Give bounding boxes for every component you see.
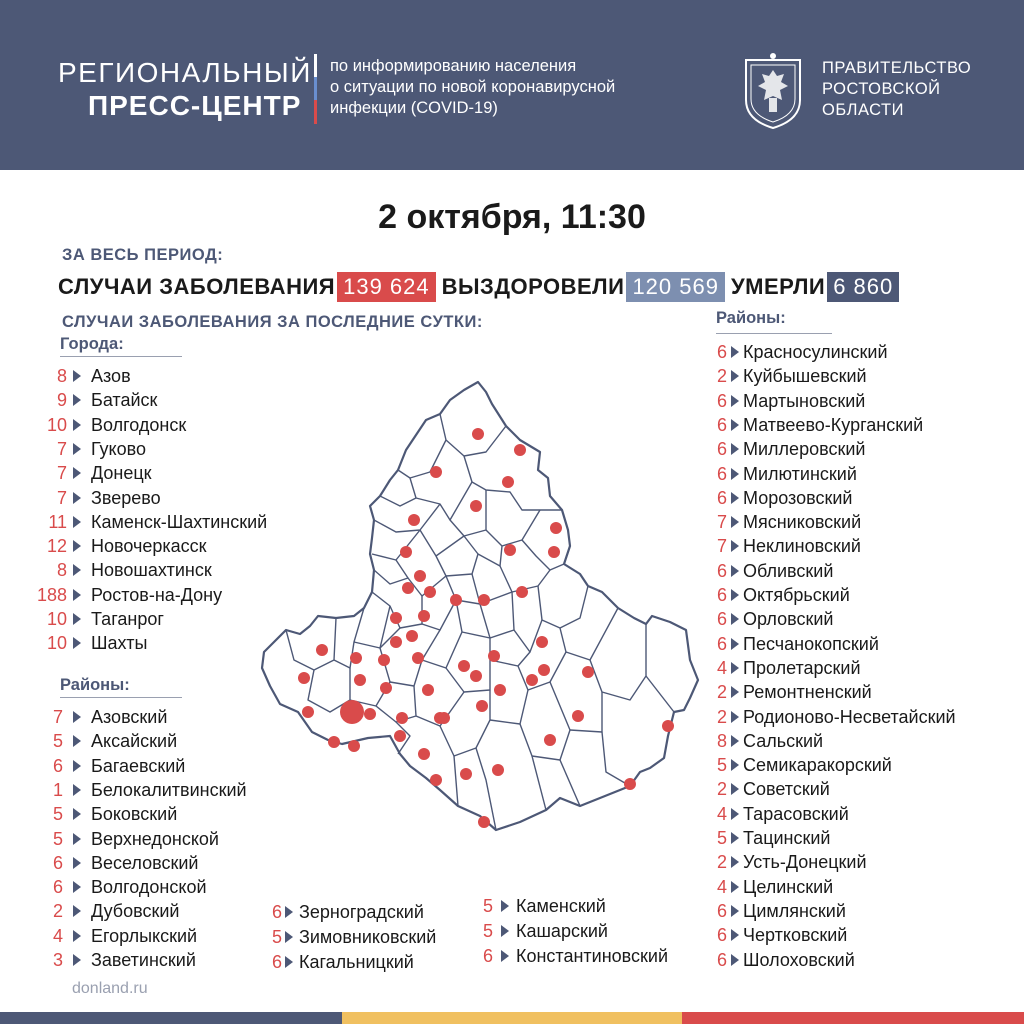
triangle-bullet-icon xyxy=(731,516,739,528)
case-count: 5 xyxy=(716,828,727,848)
case-marker xyxy=(350,652,362,664)
area-name: Верхнедонской xyxy=(91,828,219,849)
triangle-bullet-icon xyxy=(731,443,739,455)
triangle-bullet-icon xyxy=(731,565,739,577)
header-title-line1: РЕГИОНАЛЬНЫЙ xyxy=(58,57,312,88)
triangle-bullet-icon xyxy=(731,832,739,844)
case-count: 2 xyxy=(716,682,727,703)
case-marker xyxy=(328,736,340,748)
case-marker xyxy=(402,582,414,594)
case-marker xyxy=(492,764,504,776)
header-banner xyxy=(0,0,1024,170)
area-name: Багаевский xyxy=(91,755,186,776)
case-marker xyxy=(458,660,470,672)
districts-heading-right: Районы: xyxy=(716,309,786,327)
case-count: 6 xyxy=(716,463,727,484)
recovered-badge: 120 569 xyxy=(626,272,725,302)
case-marker xyxy=(538,664,550,676)
area-name: Цимлянский xyxy=(743,900,846,921)
case-marker xyxy=(354,674,366,686)
area-name: Неклиновский xyxy=(743,536,861,557)
area-name: Каменский xyxy=(516,896,606,916)
area-name: Волгодонск xyxy=(91,414,187,435)
cities-heading-underline xyxy=(60,356,182,357)
triangle-bullet-icon xyxy=(731,540,739,552)
header-divider xyxy=(314,54,317,124)
case-count: 7 xyxy=(56,463,67,484)
case-count: 4 xyxy=(716,657,727,678)
triangle-bullet-icon xyxy=(731,395,739,407)
triangle-bullet-icon xyxy=(73,735,81,747)
government-name-line: ПРАВИТЕЛЬСТВО xyxy=(822,59,972,77)
triangle-bullet-icon xyxy=(73,905,81,917)
header-description-line: по информированию населения xyxy=(330,57,577,75)
case-marker xyxy=(418,610,430,622)
case-count: 7 xyxy=(56,438,67,459)
case-count: 4 xyxy=(716,803,727,824)
triangle-bullet-icon xyxy=(731,905,739,917)
area-name: Тацинский xyxy=(743,828,831,848)
case-count: 3 xyxy=(52,950,63,970)
case-count: 5 xyxy=(482,921,493,941)
area-name: Орловский xyxy=(743,609,834,630)
case-marker xyxy=(424,586,436,598)
rostov-coat-of-arms-icon xyxy=(740,52,806,130)
triangle-bullet-icon xyxy=(731,881,739,893)
triangle-bullet-icon xyxy=(731,662,739,674)
case-marker xyxy=(502,476,514,488)
triangle-bullet-icon xyxy=(731,638,739,650)
case-count: 5 xyxy=(52,804,63,825)
districts-heading-underline xyxy=(60,697,182,698)
triangle-bullet-icon xyxy=(731,735,739,747)
case-marker xyxy=(408,514,420,526)
case-count: 7 xyxy=(716,512,727,533)
case-marker xyxy=(390,636,402,648)
case-marker xyxy=(572,710,584,722)
case-count: 10 xyxy=(46,633,67,654)
cases-badge: 139 624 xyxy=(337,272,436,302)
case-count: 11 xyxy=(48,511,67,532)
case-marker xyxy=(460,768,472,780)
triangle-bullet-icon xyxy=(731,808,739,820)
recovered-label: ВЫЗДОРОВЕЛИ xyxy=(441,274,625,299)
daily-label: СЛУЧАИ ЗАБОЛЕВАНИЯ ЗА ПОСЛЕДНИЕ СУТКИ: xyxy=(62,313,483,331)
triangle-bullet-icon xyxy=(73,857,81,869)
rostov-case-marker xyxy=(340,700,364,724)
case-count: 8 xyxy=(56,560,67,581)
case-count: 9 xyxy=(56,390,67,411)
case-count: 7 xyxy=(56,487,67,508)
case-count: 6 xyxy=(716,949,727,970)
area-name: Целинский xyxy=(743,876,834,897)
triangle-bullet-icon xyxy=(501,950,509,962)
case-marker xyxy=(548,546,560,558)
footer-bar-segment xyxy=(0,1012,342,1024)
case-marker xyxy=(348,740,360,752)
area-name: Шолоховский xyxy=(743,949,855,970)
footer-url[interactable]: donland.ru xyxy=(72,980,148,997)
area-name: Азов xyxy=(91,366,131,386)
case-count: 4 xyxy=(716,876,727,897)
case-count: 10 xyxy=(46,414,67,435)
triangle-bullet-icon xyxy=(73,540,81,552)
case-count: 8 xyxy=(716,730,727,751)
case-marker xyxy=(478,594,490,606)
area-name: Песчанокопский xyxy=(743,633,879,654)
case-marker xyxy=(378,654,390,666)
area-name: Кашарский xyxy=(516,921,608,941)
area-name: Милютинский xyxy=(743,463,857,484)
area-name: Каменск-Шахтинский xyxy=(91,511,268,532)
case-count: 12 xyxy=(46,536,67,557)
case-marker xyxy=(406,630,418,642)
case-count: 8 xyxy=(56,366,67,386)
triangle-bullet-icon xyxy=(73,637,81,649)
area-name: Егорлыкский xyxy=(91,925,198,946)
triangle-bullet-icon xyxy=(731,346,739,358)
case-marker xyxy=(396,712,408,724)
case-count: 6 xyxy=(716,414,727,435)
case-count: 2 xyxy=(716,852,727,873)
area-name: Морозовский xyxy=(743,487,853,508)
case-marker xyxy=(430,466,442,478)
case-marker xyxy=(478,816,490,828)
case-count: 6 xyxy=(271,952,282,972)
triangle-bullet-icon xyxy=(73,833,81,845)
case-count: 6 xyxy=(716,609,727,630)
area-name: Гуково xyxy=(91,438,147,459)
case-count: 6 xyxy=(716,390,727,411)
case-marker xyxy=(536,636,548,648)
government-name-line: РОСТОВСКОЙ xyxy=(822,80,941,98)
area-name: Дубовский xyxy=(91,901,180,922)
triangle-bullet-icon xyxy=(73,808,81,820)
area-name: Мартыновский xyxy=(743,390,866,411)
triangle-bullet-icon xyxy=(731,419,739,431)
case-marker xyxy=(494,684,506,696)
triangle-bullet-icon xyxy=(73,930,81,942)
area-name: Шахты xyxy=(91,633,148,654)
area-name: Константиновский xyxy=(516,946,669,966)
area-name: Миллеровский xyxy=(743,439,866,460)
case-marker xyxy=(476,700,488,712)
area-name: Чертковский xyxy=(743,925,848,946)
case-marker xyxy=(544,734,556,746)
area-name: Пролетарский xyxy=(743,657,861,678)
area-name: Ремонтненский xyxy=(743,682,872,703)
case-marker xyxy=(400,546,412,558)
report-date: 2 октября, 11:30 xyxy=(378,198,646,236)
case-marker xyxy=(438,712,450,724)
area-name: Мясниковский xyxy=(743,512,862,533)
area-name: Новочеркасск xyxy=(91,536,207,557)
totals-row xyxy=(58,272,905,302)
triangle-bullet-icon xyxy=(73,564,81,576)
triangle-bullet-icon xyxy=(731,759,739,771)
triangle-bullet-icon xyxy=(731,711,739,723)
case-count: 2 xyxy=(716,366,727,387)
case-marker xyxy=(514,444,526,456)
header-description-line: о ситуации по новой коронавирусной xyxy=(330,78,616,96)
triangle-bullet-icon xyxy=(731,468,739,480)
area-name: Аксайский xyxy=(91,731,178,752)
triangle-bullet-icon xyxy=(73,443,81,455)
triangle-bullet-icon xyxy=(731,783,739,795)
area-name: Заветинский xyxy=(91,950,196,970)
case-marker xyxy=(430,774,442,786)
region-map xyxy=(250,360,710,840)
area-name: Семикаракорский xyxy=(743,755,892,776)
case-count: 6 xyxy=(52,877,63,898)
triangle-bullet-icon xyxy=(73,613,81,625)
area-name: Красносулинский xyxy=(743,342,888,362)
cities-heading: Города: xyxy=(60,335,124,353)
area-name: Ростов-на-Дону xyxy=(91,584,223,605)
area-name: Матвеево-Курганский xyxy=(743,414,924,435)
area-name: Азовский xyxy=(91,707,168,727)
case-count: 188 xyxy=(36,584,67,605)
case-marker xyxy=(412,652,424,664)
case-marker xyxy=(662,720,674,732)
case-marker xyxy=(414,570,426,582)
area-name: Усть-Донецкий xyxy=(743,852,867,873)
cases-label: СЛУЧАИ ЗАБОЛЕВАНИЯ xyxy=(58,274,336,299)
case-marker xyxy=(526,674,538,686)
case-marker xyxy=(316,644,328,656)
case-marker xyxy=(394,730,406,742)
header-description-line: инфекции (COVID-19) xyxy=(330,99,498,117)
case-marker xyxy=(504,544,516,556)
area-name: Кагальницкий xyxy=(299,952,414,972)
case-count: 7 xyxy=(716,536,727,557)
triangle-bullet-icon xyxy=(73,711,81,723)
case-count: 6 xyxy=(716,633,727,654)
triangle-bullet-icon xyxy=(731,686,739,698)
triangle-bullet-icon xyxy=(73,467,81,479)
period-label: ЗА ВЕСЬ ПЕРИОД: xyxy=(62,246,224,264)
districts-heading-left: Районы: xyxy=(60,676,130,694)
case-count: 2 xyxy=(716,779,727,800)
case-marker xyxy=(470,500,482,512)
case-count: 6 xyxy=(271,902,282,922)
triangle-bullet-icon xyxy=(73,760,81,772)
districts-heading-right-underline xyxy=(716,333,832,334)
case-count: 5 xyxy=(271,927,282,947)
case-count: 1 xyxy=(52,779,63,800)
area-name: Куйбышевский xyxy=(743,366,867,387)
case-count: 10 xyxy=(46,609,67,629)
triangle-bullet-icon xyxy=(73,881,81,893)
case-count: 5 xyxy=(52,731,63,752)
case-marker xyxy=(472,428,484,440)
area-name: Таганрог xyxy=(91,609,164,629)
case-marker xyxy=(488,650,500,662)
case-marker xyxy=(298,672,310,684)
government-name-line: ОБЛАСТИ xyxy=(822,101,904,119)
area-name: Волгодонской xyxy=(91,877,207,898)
case-marker xyxy=(582,666,594,678)
case-count: 6 xyxy=(716,560,727,581)
case-markers xyxy=(298,428,674,828)
case-count: 5 xyxy=(716,755,727,776)
triangle-bullet-icon xyxy=(731,370,739,382)
area-name: Зерноградский xyxy=(299,902,424,922)
case-marker xyxy=(418,748,430,760)
government-name xyxy=(822,58,971,121)
case-marker xyxy=(422,684,434,696)
case-count: 6 xyxy=(482,946,493,966)
case-count: 5 xyxy=(52,828,63,849)
triangle-bullet-icon xyxy=(731,856,739,868)
footer-color-bar xyxy=(0,1012,1024,1024)
header-description xyxy=(330,56,615,119)
triangle-bullet-icon xyxy=(285,956,293,968)
area-name: Батайск xyxy=(91,390,158,411)
footer-bar-segment xyxy=(342,1012,682,1024)
area-name: Зимовниковский xyxy=(299,927,437,947)
case-marker xyxy=(624,778,636,790)
area-name: Зверево xyxy=(91,487,161,508)
deaths-badge: 6 860 xyxy=(827,272,899,302)
case-count: 6 xyxy=(52,852,63,873)
triangle-bullet-icon xyxy=(501,925,509,937)
triangle-bullet-icon xyxy=(73,589,81,601)
case-count: 2 xyxy=(716,706,727,727)
triangle-bullet-icon xyxy=(731,954,739,966)
case-count: 6 xyxy=(716,439,727,460)
triangle-bullet-icon xyxy=(731,929,739,941)
case-marker xyxy=(450,594,462,606)
area-name: Сальский xyxy=(743,730,824,751)
triangle-bullet-icon xyxy=(73,394,81,406)
case-count: 6 xyxy=(52,755,63,776)
case-marker xyxy=(302,706,314,718)
case-count: 4 xyxy=(52,925,63,946)
case-count: 7 xyxy=(52,707,63,727)
area-name: Белокалитвинский xyxy=(91,779,247,800)
case-count: 5 xyxy=(482,896,493,916)
triangle-bullet-icon xyxy=(73,492,81,504)
area-name: Советский xyxy=(743,779,830,800)
case-marker xyxy=(380,682,392,694)
case-count: 6 xyxy=(716,925,727,946)
area-name: Боковский xyxy=(91,804,178,825)
case-count: 2 xyxy=(52,901,63,922)
case-marker xyxy=(550,522,562,534)
case-count: 6 xyxy=(716,900,727,921)
case-marker xyxy=(470,670,482,682)
triangle-bullet-icon xyxy=(73,419,81,431)
area-name: Родионово-Несветайский xyxy=(743,706,956,727)
case-marker xyxy=(516,586,528,598)
area-name: Новошахтинск xyxy=(91,560,212,581)
triangle-bullet-icon xyxy=(501,900,509,912)
triangle-bullet-icon xyxy=(731,589,739,601)
header-title-line2: ПРЕСС-ЦЕНТР xyxy=(88,90,302,121)
area-name: Тарасовский xyxy=(743,803,849,824)
deaths-label: УМЕРЛИ xyxy=(730,274,826,299)
case-marker xyxy=(390,612,402,624)
case-count: 6 xyxy=(716,585,727,605)
area-name: Донецк xyxy=(91,463,152,484)
footer-bar-segment xyxy=(682,1012,1024,1024)
triangle-bullet-icon xyxy=(731,613,739,625)
case-count: 6 xyxy=(716,487,727,508)
area-name: Обливский xyxy=(743,560,834,581)
triangle-bullet-icon xyxy=(73,954,81,966)
triangle-bullet-icon xyxy=(73,784,81,796)
triangle-bullet-icon xyxy=(285,931,293,943)
case-marker xyxy=(364,708,376,720)
district-borders xyxy=(286,414,674,830)
case-count: 6 xyxy=(716,342,727,362)
area-name: Веселовский xyxy=(91,852,199,873)
triangle-bullet-icon xyxy=(73,370,81,382)
triangle-bullet-icon xyxy=(731,492,739,504)
triangle-bullet-icon xyxy=(73,516,81,528)
area-name: Октябрьский xyxy=(743,585,850,605)
triangle-bullet-icon xyxy=(285,906,293,918)
